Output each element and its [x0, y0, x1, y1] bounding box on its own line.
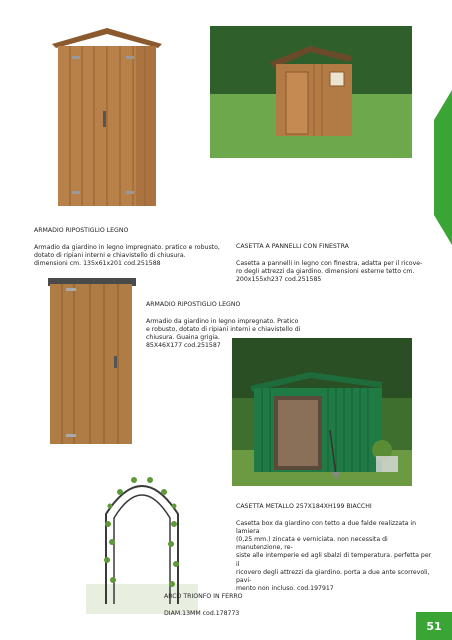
product-title: ARMADIO RIPOSTIGLIO LEGNO [34, 227, 129, 235]
product-caption-arco-trionfo [164, 585, 314, 618]
product-description: Armadio da giardino in legno impregnato. pratico e robusto, dotato di ripiani interni e chiavistello di chiusura. dimensioni cm. 135x61x201 cod.251588 [34, 243, 220, 268]
wooden-cabinet-image [48, 26, 166, 216]
product-description: Casetta a pannelli in legno con finestra, adatta per il ricove- ro degli attrezzi da giardino. dimensioni esterne tetto cm. 200x155xh237 cod.251585 [236, 259, 423, 284]
product-caption-casetta-metallo [236, 495, 432, 593]
product-title: ARMADIO RIPOSTIGLIO LEGNO [146, 301, 241, 309]
product-title: ARCO TRIONFO IN FERRO [164, 593, 243, 601]
page-number: 51 [416, 612, 452, 640]
product-caption-casetta-pannelli [236, 235, 426, 284]
green-side-accent [434, 0, 452, 640]
product-caption-armadio-1 [34, 219, 224, 268]
product-description: DIAM.13MM cod.178773 [164, 609, 240, 617]
metal-shed-image [232, 338, 412, 486]
product-title: CASETTA METALLO 257X184XH199 BIACCHI [236, 503, 372, 511]
narrow-cabinet-image [44, 276, 138, 448]
product-description: Armadio da giardino in legno impregnato. Pratico e robusto, dotato di ripiani interni e chiavistello di chiusura. Guaina grigia. 85X46X177 cod.251587 [146, 317, 301, 350]
wooden-shed-image [210, 26, 412, 158]
product-description: Casetta box da giardino con tetto a due falde realizzata in lamiera (0,25 mm.) zincata e verniciata. non necessita di manutenzione, re- siste alle intemperie ed agli sbalzi di temperatura. perfetta per il ricovero degli attrezzi da giardino. porta a due ante scorrevoli, pavi- mento non incluso. cod.197917 [236, 519, 432, 593]
product-title: CASETTA A PANNELLI CON FINESTRA [236, 243, 349, 251]
